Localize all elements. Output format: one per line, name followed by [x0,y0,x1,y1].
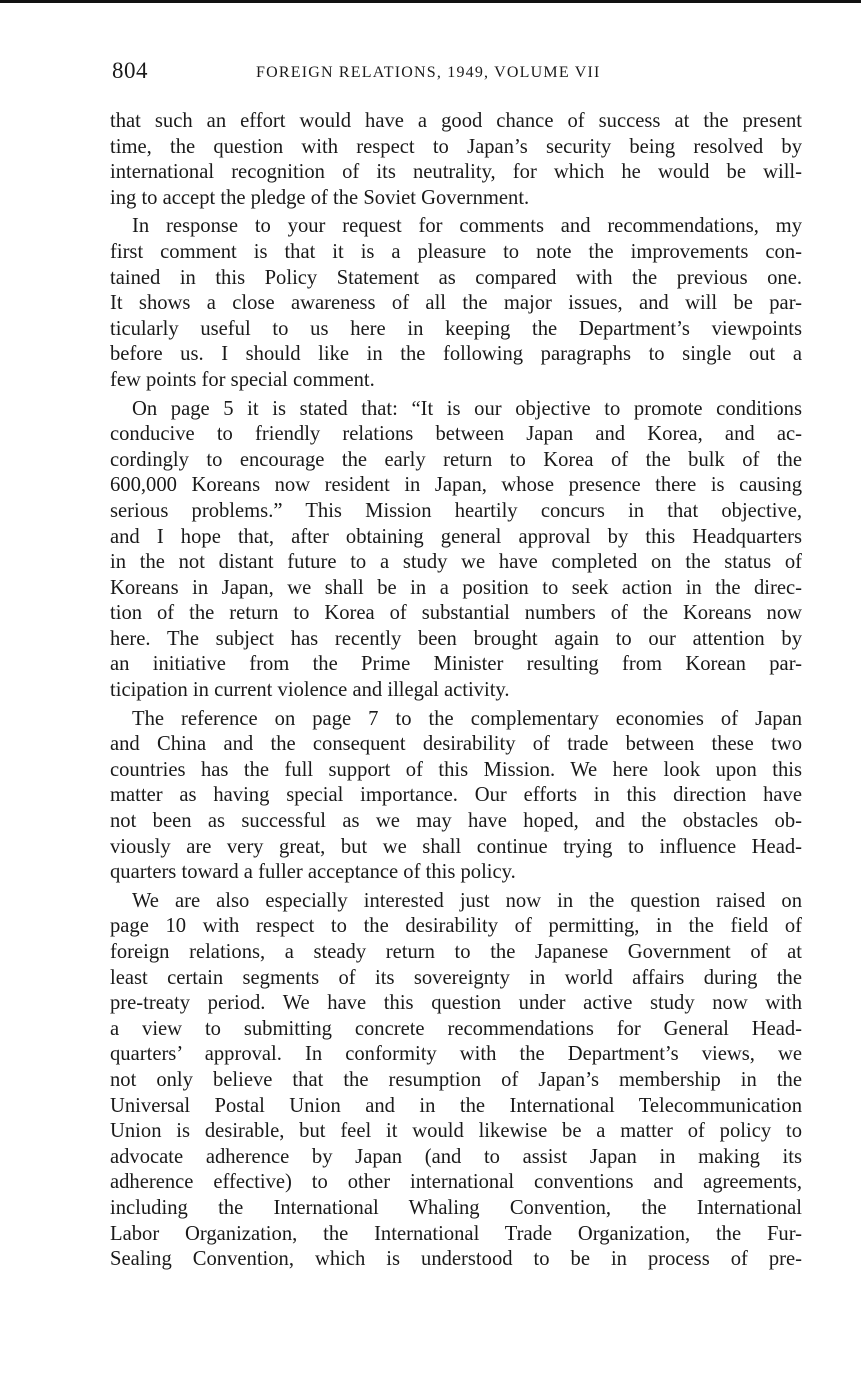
text-line: and China and the consequent desirability of trade between these two [110,733,802,756]
text-line: least certain segments of its sovereignty in world affairs during the [110,966,802,989]
text-line: not only believe that the resumption of Japan’s membership in the [110,1068,802,1091]
text-line: On page 5 it is stated that: “It is our objective to promote conditions [132,397,802,420]
text-line: matter as having special importance. Our efforts in this direction have [110,784,802,807]
running-title: FOREIGN RELATIONS, 1949, VOLUME VII [256,64,601,81]
text-line: first comment is that it is a pleasure to note the improvements con- [110,240,802,263]
text-line: here. The subject has recently been brought again to our attention by [110,627,802,650]
text-line: We are also especially interested just now in the question raised on [132,889,802,912]
text-line: including the International Whaling Convention, the International [110,1196,802,1219]
text-line: and I hope that, after obtaining general approval by this Headquarters [110,525,802,548]
text-line: quarters’ approval. In conformity with the Department’s views, we [110,1043,802,1066]
text-line: an initiative from the Prime Minister resulting from Korean par- [110,653,802,676]
text-line: a view to submitting concrete recommendations for General Head- [110,1017,802,1040]
text-line: ticularly useful to us here in keeping the Department’s viewpoints [110,317,802,340]
text-line: It shows a close awareness of all the major issues, and will be par- [110,292,802,315]
text-line: few points for special comment. [110,368,375,391]
text-line: In response to your request for comments and recommendations, my [132,215,802,238]
text-line: not been as successful as we may have hoped, and the obstacles ob- [110,810,802,833]
paragraph-1 [110,109,802,211]
text-line: before us. I should like in the following paragraphs to single out a [110,343,802,366]
page-number: 804 [112,58,148,83]
text-line: Sealing Convention, which is understood to be in process of pre- [110,1248,802,1271]
text-line: viously are very great, but we shall continue trying to influence Head- [110,835,802,858]
text-line: page 10 with respect to the desirability of permitting, in the field of [110,915,802,938]
text-line: tion of the return to Korea of substantial numbers of the Koreans now [110,602,802,625]
text-line: in the not distant future to a study we have completed on the status of [110,551,802,574]
text-line: serious problems.” This Mission heartily concurs in that objective, [110,499,802,522]
text-line: pre-treaty period. We have this question under active study now with [110,992,802,1015]
text-line: Union is desirable, but feel it would likewise be a matter of policy to [110,1120,802,1143]
text-line: advocate adherence by Japan (and to assist Japan in making its [110,1145,802,1168]
top-edge-rule [0,0,861,3]
text-line: ing to accept the pledge of the Soviet Government. [110,186,530,209]
text-line: ticipation in current violence and illegal activity. [110,679,510,702]
text-line: conducive to friendly relations between Japan and Korea, and ac- [110,423,802,446]
running-header [112,58,802,88]
text-line: quarters toward a fuller acceptance of this policy. [110,861,516,884]
text-line: Universal Postal Union and in the International Telecommunication [110,1094,802,1117]
text-line: that such an effort would have a good chance of success at the present [110,110,802,132]
text-line: adherence effective) to other international conventions and agreements, [110,1171,802,1194]
text-line: foreign relations, a steady return to the Japanese Government of at [110,941,802,963]
text-line: 600,000 Koreans now resident in Japan, whose presence there is causing [110,474,802,497]
paragraph-3 [110,397,802,704]
paragraph-5 [110,889,802,1273]
text-line: time, the question with respect to Japan’s security being resolved by [110,135,802,158]
paragraph-4 [110,707,802,886]
text-line: international recognition of its neutrality, for which he would be will- [110,161,802,184]
text-line: countries has the full support of this Mission. We here look upon this [110,758,802,781]
body-text [110,109,802,1276]
text-line: tained in this Policy Statement as compared with the previous one. [110,266,802,289]
paragraph-2 [110,214,802,393]
text-line: Labor Organization, the International Trade Organization, the Fur- [110,1222,802,1245]
text-line: cordingly to encourage the early return to Korea of the bulk of the [110,448,802,471]
text-line: Koreans in Japan, we shall be in a position to seek action in the direc- [110,576,802,599]
text-line: The reference on page 7 to the complementary economies of Japan [132,707,802,730]
